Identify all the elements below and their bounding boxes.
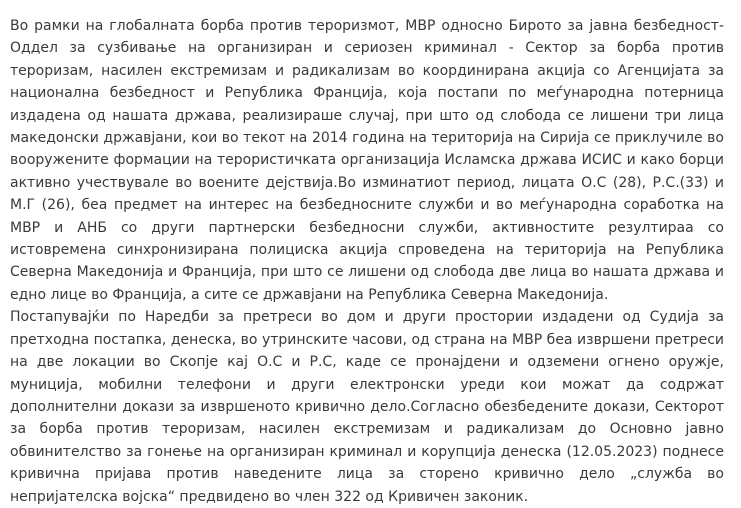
article-paragraph-2: Постапувајќи по Наредби за претреси во дом и други простории издадени од Судија за претходна постапка, денеска, во утринските часови, од страна на МВР беа извршени претреси на две локации во Скопје кај О.С и Р.С, каде се пронајдени и одземени огнено оружје, муниција, мобилни телефони и други електронски уреди кои можат да содржат дополнителни докази за извршеното кривично дело.Согласно обезбедените докази, Секторот за борба против тероризам, насилен екстремизам и радикализам до Основно јавно обвинителство за гонење на организиран криминал и корупција денеска (12.05.2023) поднесе кривична пријава против наведените лица за сторено кривично дело „служба во непријателска војска“ предвидено во член 322 од Кривичен законик. [10, 309, 724, 505]
article-paragraph-1: Во рамки на глобалната борба против тероризмот, МВР односно Бирото за јавна безбедност- Оддел за сузбивање на организиран и сериозен криминал - Сектор за борба против тероризам, насилен екстремизам и радикализам во координирана акција со Агенцијата за национална безбедност и Република Франција, која постапи по меѓународна потерница издадена од нашата држава, реализираше случај, при што од слобода се лишени три лица македонски државјани, кои во текот на 2014 година на територија на Сирија се приклучиле во вооружените формации на терористичката организација Исламска држава ИСИС и како борци активно учествувале во воените дејствија.Во изминатиот период, лицата О.С (28), Р.С.(33) и М.Г (26), беа предмет на интерес на безбедносните служби и во меѓународна соработка на МВР и АНБ со други партнерски безбедносни служби, активностите резултираа со истовремена синхронизирана полициска акција спроведена на територија на Република Северна Македонија и Франција, при што се лишени од слобода две лица во нашата држава и едно лице во Франција, а сите се државјани на Република Северна Македонија. [10, 18, 724, 303]
article-body [10, 15, 724, 508]
